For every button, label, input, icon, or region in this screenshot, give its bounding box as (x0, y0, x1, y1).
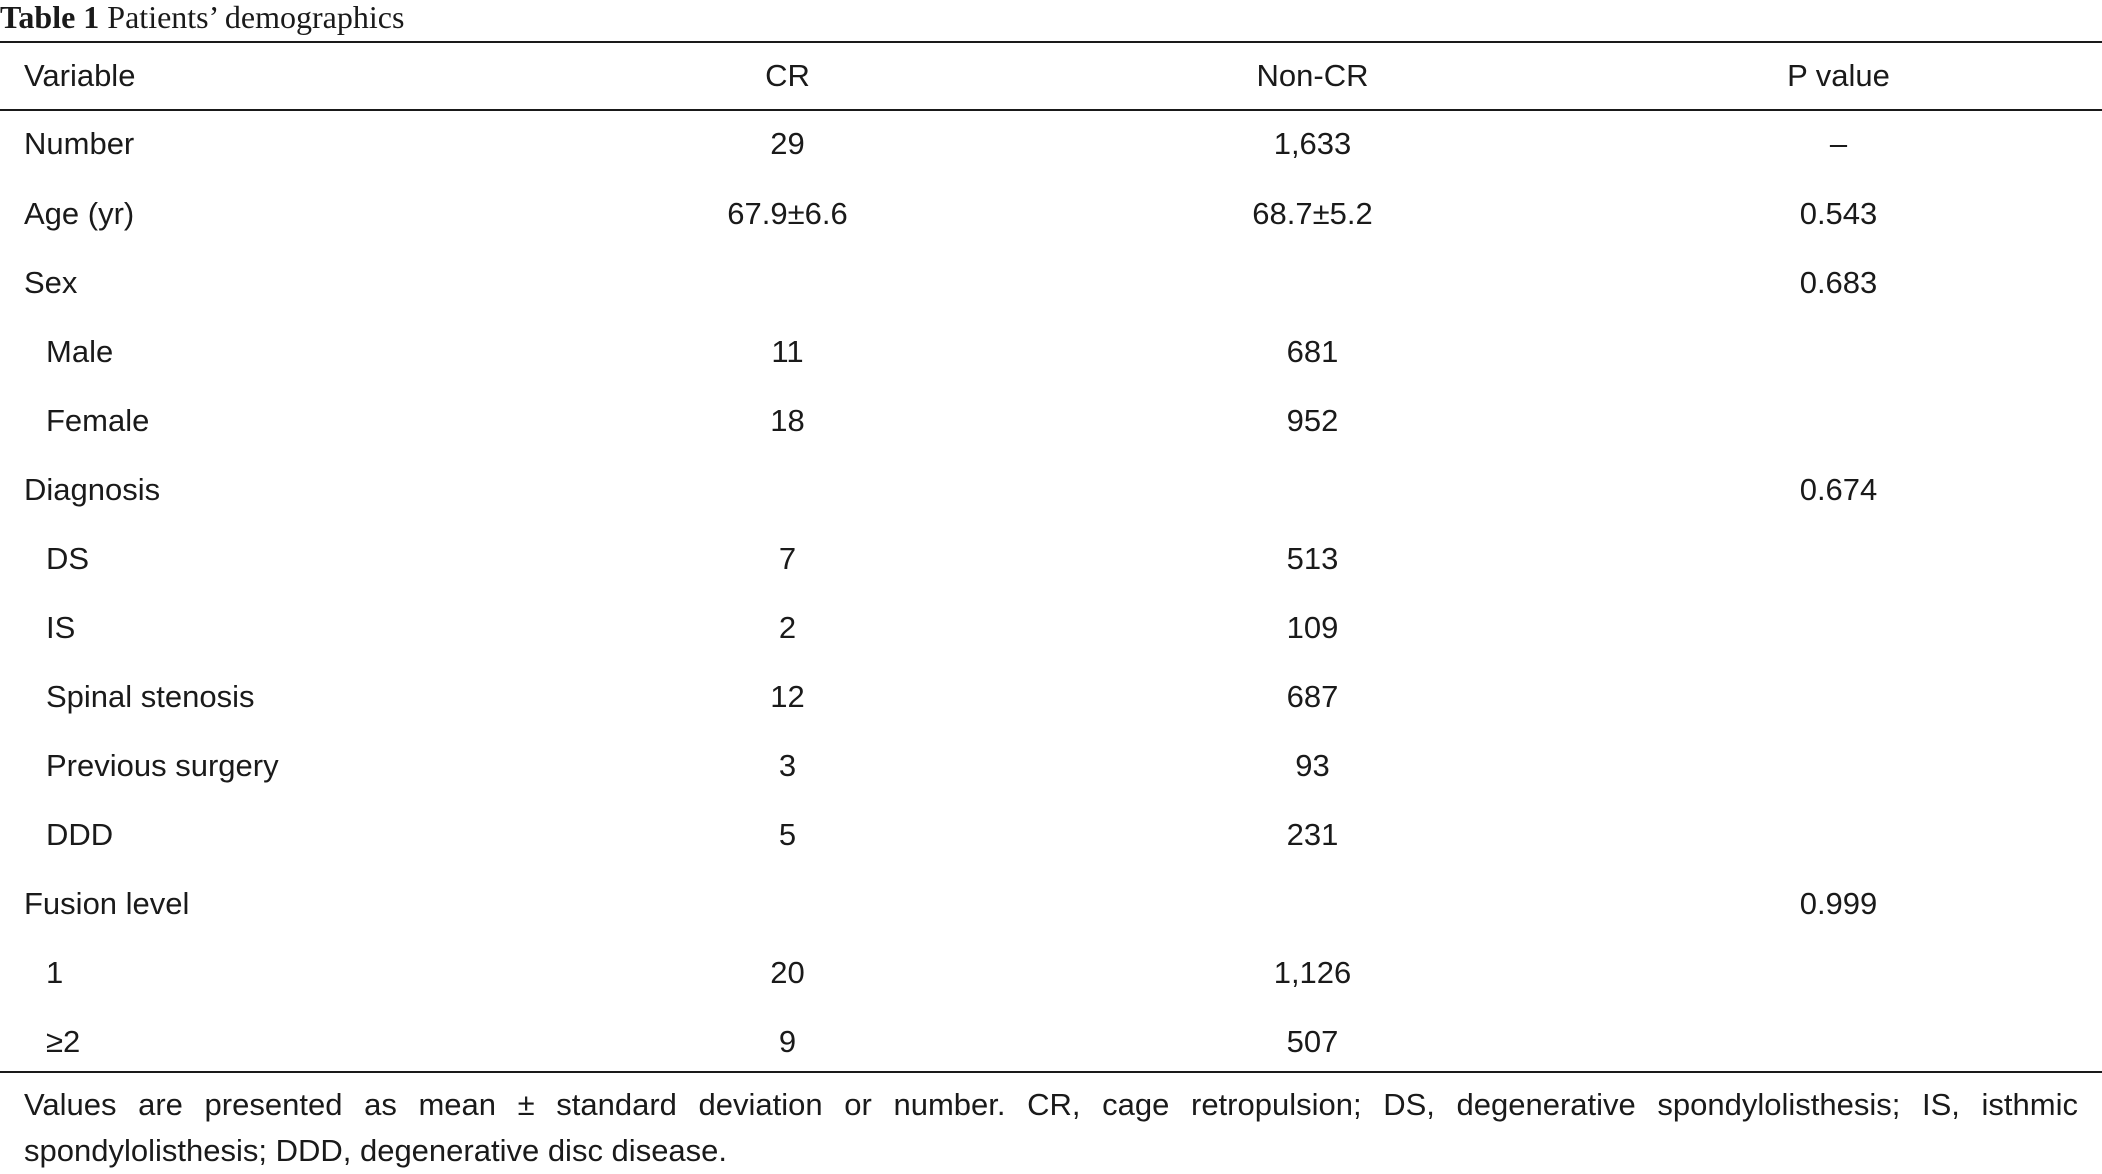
cell-cr: 67.9±6.6 (727, 196, 848, 231)
cell-cr: 2 (778, 610, 797, 645)
column-header-p-value: P value (1787, 58, 1890, 93)
table-caption-label: Table 1 (0, 0, 100, 35)
cell-variable: IS (46, 610, 76, 645)
cell-variable: Spinal stenosis (46, 679, 255, 714)
cell-cr: 29 (770, 126, 805, 161)
cell-p-value: 0.674 (1799, 472, 1878, 507)
cell-non-cr (1050, 455, 1575, 524)
cell-p-value: 0.683 (1799, 265, 1878, 300)
table-row (0, 1007, 2102, 1076)
table-row (0, 869, 2102, 938)
cell-cr: 20 (770, 955, 805, 990)
cell-cr: 9 (778, 1024, 797, 1059)
column-header-cr: CR (765, 58, 810, 93)
cell-cr: 11 (771, 334, 804, 369)
table-row (0, 386, 2102, 455)
cell-p-value (1575, 1007, 2102, 1076)
cell-p-value (1575, 938, 2102, 1007)
cell-non-cr: 513 (1286, 541, 1339, 576)
cell-non-cr: 687 (1286, 679, 1339, 714)
cell-variable: Sex (24, 265, 78, 300)
cell-non-cr: 93 (1295, 748, 1330, 783)
cell-cr (525, 248, 1050, 317)
cell-p-value: 0.999 (1799, 886, 1878, 921)
cell-non-cr: 681 (1286, 334, 1339, 369)
cell-cr: 12 (770, 679, 805, 714)
table-row (0, 109, 2102, 179)
table-row (0, 938, 2102, 1007)
cell-non-cr: 1,126 (1273, 955, 1352, 990)
demographics-table (0, 43, 2102, 1076)
cell-variable: Fusion level (24, 886, 190, 921)
table-row (0, 317, 2102, 386)
cell-non-cr: 231 (1286, 817, 1339, 852)
table-caption (0, 0, 404, 40)
column-header-variable: Variable (24, 58, 136, 93)
cell-p-value (1575, 731, 2102, 800)
column-header-non-cr: Non-CR (1256, 58, 1369, 93)
cell-p-value (1575, 662, 2102, 731)
table-row (0, 179, 2102, 248)
cell-variable: Age (yr) (24, 196, 135, 231)
cell-p-value: 0.543 (1799, 196, 1878, 231)
table-body (0, 109, 2102, 1076)
cell-p-value (1575, 593, 2102, 662)
table-caption-title: Patients’ demographics (107, 0, 405, 35)
cell-variable: DS (46, 541, 90, 576)
cell-p-value (1575, 524, 2102, 593)
cell-non-cr: 109 (1286, 610, 1339, 645)
cell-cr (525, 869, 1050, 938)
table-row (0, 248, 2102, 317)
cell-cr: 3 (778, 748, 797, 783)
cell-variable: Previous surgery (46, 748, 279, 783)
cell-non-cr: 507 (1286, 1024, 1339, 1059)
table-row (0, 731, 2102, 800)
cell-variable: Diagnosis (24, 472, 161, 507)
cell-cr: 18 (770, 403, 805, 438)
header-row (0, 43, 2102, 109)
table-row (0, 800, 2102, 869)
cell-non-cr: 68.7±5.2 (1252, 196, 1373, 231)
table-footnote: Values are presented as mean ± standard deviation or number. CR, cage retropulsion; DS, degenerative spondylolisthesis; IS, isthmic spondylolisthesis; DDD, degenerative disc disease. (24, 1087, 2078, 1168)
cell-variable: Female (46, 403, 150, 438)
cell-non-cr (1050, 248, 1575, 317)
table-row (0, 524, 2102, 593)
cell-non-cr: 1,633 (1273, 126, 1352, 161)
table-row (0, 593, 2102, 662)
cell-cr: 5 (778, 817, 797, 852)
cell-p-value (1575, 317, 2102, 386)
table-row (0, 662, 2102, 731)
cell-variable: ≥2 (46, 1024, 81, 1059)
table-row (0, 455, 2102, 524)
cell-non-cr: 952 (1286, 403, 1339, 438)
cell-p-value (1575, 800, 2102, 869)
cell-p-value (1575, 386, 2102, 455)
cell-cr (525, 455, 1050, 524)
cell-cr: 7 (778, 541, 797, 576)
cell-variable: Male (46, 334, 114, 369)
cell-p-value: – (1829, 126, 1848, 161)
cell-variable: DDD (46, 817, 114, 852)
cell-variable: 1 (46, 955, 64, 990)
cell-non-cr (1050, 869, 1575, 938)
cell-variable: Number (24, 126, 135, 161)
